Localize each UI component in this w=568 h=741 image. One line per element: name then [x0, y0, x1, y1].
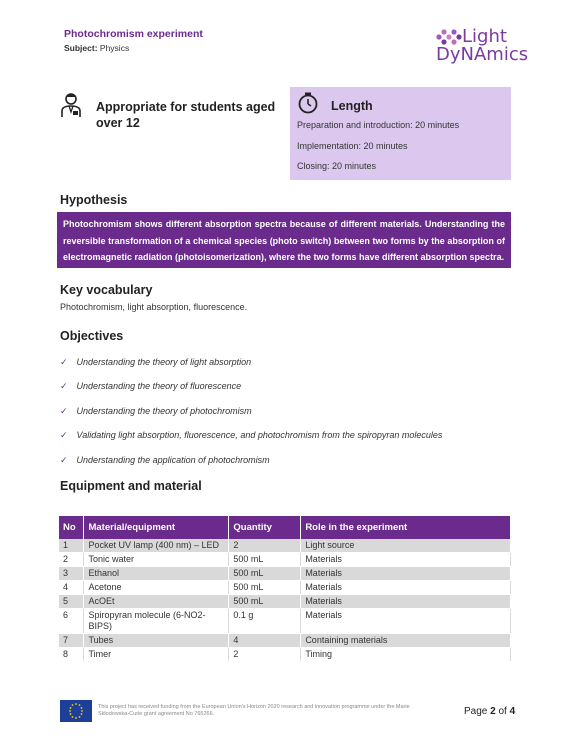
cell-quantity: 500 mL — [229, 581, 301, 595]
cell-role: Timing — [301, 648, 511, 662]
cell-material: Tonic water — [84, 553, 229, 567]
hypothesis-text: Photochromism shows different absorption spectra because of different materials. Understanding the reversible transformation of a chemical species (photo switch) between two forms by the absorption of electromagnetic radiation (photoisomerization), where the two forms have different absorption spectra. — [57, 212, 511, 268]
equipment-heading: Equipment and material — [60, 479, 202, 493]
check-icon: ✓ — [60, 430, 68, 440]
header-title: Photochromism experiment — [64, 28, 203, 40]
vocabulary-heading: Key vocabulary — [60, 283, 153, 297]
objective-text: Understanding the theory of light absorption — [76, 357, 252, 367]
length-title: Length — [331, 99, 373, 113]
cell-role: Light source — [301, 539, 511, 553]
light-dynamics-logo — [432, 24, 529, 66]
check-icon: ✓ — [60, 406, 68, 416]
cell-no: 4 — [59, 581, 84, 595]
vocabulary-text: Photochromism, light absorption, fluorescence. — [60, 302, 248, 312]
cell-material: Tubes — [84, 634, 229, 648]
cell-role: Materials — [301, 553, 511, 567]
student-icon — [60, 92, 82, 118]
funding-note: This project has received funding from the European Union's Horizon 2020 research and innovation programme under the Marie Skłodowska-Curie grant agreement No 765266. — [98, 704, 410, 717]
logo-text-line2: DyNAmics — [436, 44, 529, 65]
cell-role: Materials — [301, 595, 511, 609]
objective-item — [60, 430, 442, 441]
objective-text: Understanding the theory of fluorescence — [76, 381, 242, 391]
check-icon: ✓ — [60, 357, 68, 367]
table-row — [59, 581, 511, 595]
cell-no: 3 — [59, 567, 84, 581]
subject-value: Physics — [99, 43, 130, 53]
logo-text-line1: Light — [462, 26, 507, 47]
objective-item — [60, 406, 252, 417]
page-total: 4 — [509, 706, 516, 717]
table-row — [59, 567, 511, 581]
column-header-material: Material/equipment — [84, 516, 229, 539]
cell-quantity: 0.1 g — [229, 609, 301, 634]
cell-no: 2 — [59, 553, 84, 567]
objective-item — [60, 381, 241, 392]
table-row — [59, 648, 511, 662]
cell-quantity: 500 mL — [229, 553, 301, 567]
objective-text: Validating light absorption, fluorescence, and photochromism from the spiropyran molecules — [76, 430, 443, 440]
column-header-quantity: Quantity — [229, 516, 301, 539]
check-icon: ✓ — [60, 455, 68, 465]
cell-no: 5 — [59, 595, 84, 609]
page-number — [464, 706, 515, 717]
cell-material: AcOEt — [84, 595, 229, 609]
age-text: Appropriate for students aged over 12 — [96, 100, 276, 130]
cell-no: 7 — [59, 634, 84, 648]
cell-material: Acetone — [84, 581, 229, 595]
cell-role: Containing materials — [301, 634, 511, 648]
cell-material: Spiropyran molecule (6-NO2-BIPS) — [84, 609, 229, 634]
cell-role: Materials — [301, 581, 511, 595]
page-prefix: Page — [464, 706, 488, 717]
objectives-heading: Objectives — [60, 329, 124, 343]
cell-no: 1 — [59, 539, 84, 553]
length-box — [290, 87, 511, 180]
objective-text: Understanding the theory of photochromism — [76, 406, 252, 416]
table-row — [59, 609, 511, 634]
cell-quantity: 500 mL — [229, 567, 301, 581]
page-current: 2 — [490, 706, 496, 717]
eu-flag-icon — [60, 700, 92, 722]
hypothesis-heading: Hypothesis — [60, 193, 128, 207]
column-header-role: Role in the experiment — [301, 516, 511, 539]
check-icon: ✓ — [60, 381, 68, 391]
page-of: of — [498, 706, 507, 717]
stopwatch-icon — [297, 92, 319, 114]
length-preparation: Preparation and introduction: 20 minutes — [297, 120, 460, 130]
cell-quantity: 4 — [229, 634, 301, 648]
length-implementation: Implementation: 20 minutes — [297, 141, 408, 151]
cell-quantity: 2 — [229, 648, 301, 662]
header-subject — [64, 43, 129, 53]
table-row — [59, 553, 511, 567]
objective-text: Understanding the application of photochromism — [76, 455, 270, 465]
cell-no: 6 — [59, 609, 84, 634]
table-row — [59, 634, 511, 648]
objective-item — [60, 455, 270, 466]
objective-item — [60, 357, 251, 368]
length-closing: Closing: 20 minutes — [297, 161, 377, 171]
table-header-row — [59, 516, 511, 539]
cell-material: Ethanol — [84, 567, 229, 581]
cell-role: Materials — [301, 567, 511, 581]
table-row — [59, 595, 511, 609]
table-row — [59, 539, 511, 553]
cell-material: Timer — [84, 648, 229, 662]
column-header-no: No — [59, 516, 84, 539]
equipment-table — [59, 516, 511, 662]
cell-quantity: 2 — [229, 539, 301, 553]
cell-material: Pocket UV lamp (400 nm) – LED — [84, 539, 229, 553]
cell-no: 8 — [59, 648, 84, 662]
cell-quantity: 500 mL — [229, 595, 301, 609]
cell-role: Materials — [301, 609, 511, 634]
subject-label: Subject: — [64, 43, 98, 53]
